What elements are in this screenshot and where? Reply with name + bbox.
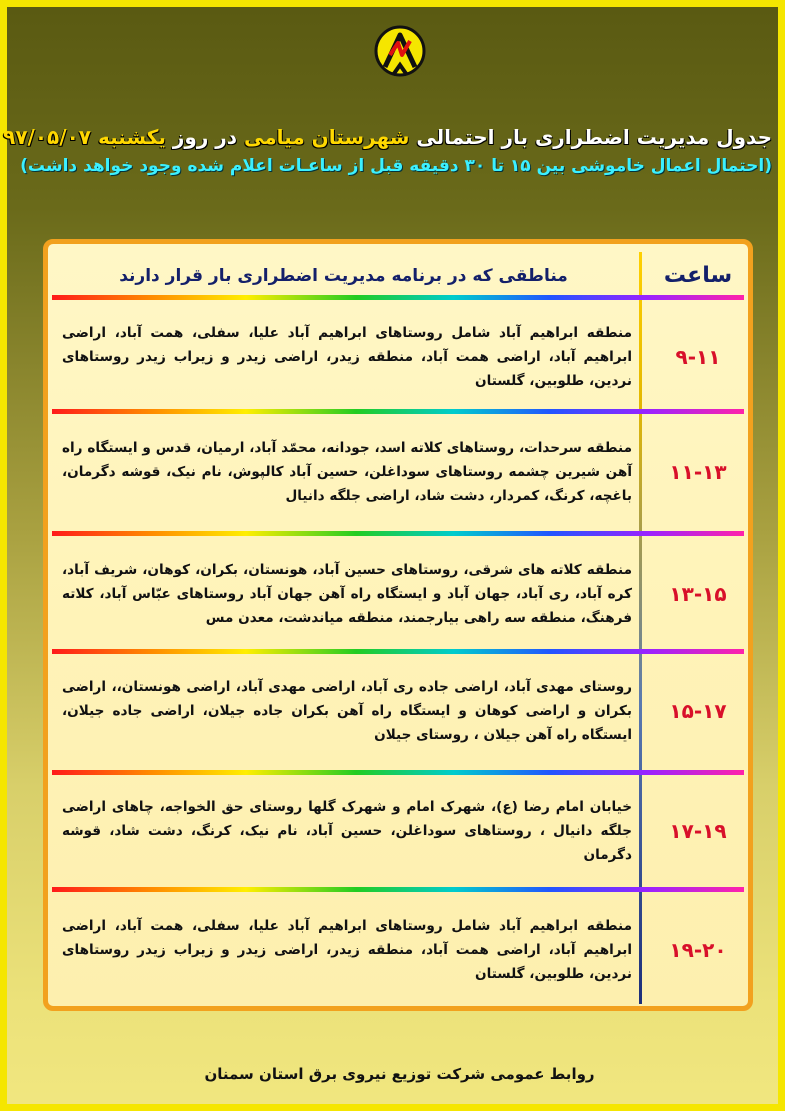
row-time: ۱۱-۱۳: [669, 460, 727, 484]
page-title: [3, 125, 772, 149]
row-areas: منطقه کلاته های شرقی، روستاهای حسین آباد، هونستان، بکران، کوهان، شریف آباد، کره آباد، ری آباد، جهان آباد و ایستگاه راه آهن جهان آباد روستاهای عبّاس آباد، کلاته فرهنگ، منطقه سه راهی بیارجمند، منطقه میاندشت، معدن مس: [62, 562, 632, 626]
row-separator: [52, 770, 744, 775]
row-separator: [52, 887, 744, 892]
row-separator: [52, 531, 744, 536]
title-city: شهرستان میامی: [244, 125, 410, 149]
header-areas: مناطقی که در برنامه مدیریت اضطراری بار قرار دارند: [119, 266, 568, 286]
footer-credit: روابط عمومی شرکت توزیع نیروی برق استان سمنان: [204, 1065, 595, 1083]
table-row: [48, 894, 748, 1006]
table-row: [48, 302, 748, 412]
title-text-part1: جدول مدیریت اضطراری بار احتمالی: [416, 125, 772, 149]
row-time: ۹-۱۱: [675, 345, 721, 369]
row-areas: خیابان امام رضا (ع)، شهرک امام و شهرک گلها روستای حق الخواجه، چاهای اراضی جلگه دانیال ، روستاهای سوداغلن، حسین آباد، نام نیک، کرنگ، دشت شاد، قوشه دگرمان: [62, 799, 632, 863]
row-separator: [52, 649, 744, 654]
row-areas: منطقه سرحدات، روستاهای کلاته اسد، جودانه، محمّد آباد، ارمیان، قدس و ایستگاه راه آهن شیرین چشمه روستاهای سوداغلن، حسین آباد کالپوش، نام نیک، قوشه دگرمان، باغچه، کرنگ، کمردار، دشت شاد، اراضی جلگه دانیال: [62, 440, 632, 504]
row-areas: منطقه ابراهیم آباد شامل روستاهای ابراهیم آباد علیا، سفلی، همت آباد، اراضی ابراهیم آباد، اراضی همت آباد، منطقه زیدر، اراضی زیدر و زیراب زیدر روستاهای نردین، طلوبین، گلستان: [62, 325, 632, 389]
table-row: [48, 776, 748, 886]
row-areas: منطقه ابراهیم آباد شامل روستاهای ابراهیم آباد علیا، سفلی، همت آباد، اراضی ابراهیم آباد، اراضی همت آباد، منطقه زیدر، اراضی زیدر و زیراب زیدر روستاهای نردین، طلوبین، گلستان: [62, 918, 632, 982]
table-row: [48, 415, 748, 529]
row-time: ۱۹-۲۰: [669, 938, 727, 962]
row-time: ۱۷-۱۹: [669, 819, 727, 843]
header-time: ساعت: [663, 263, 733, 288]
page-subtitle: (احتمال اعمال خاموشی بین ۱۵ تا ۳۰ دقیقه قبل از ساعـات اعلام شده وجود خواهد داشت): [20, 156, 772, 176]
row-areas: روستای مهدی آباد، اراضی جاده ری آباد، اراضی مهدی آباد، اراضی هونستان،، اراضی بکران و اراضی کوهان و ایستگاه راه آهن بکران جاده جیلان، اراضی جاده جیلان، ایستگاه راه آهن جیلان ، روستای جیلان: [62, 679, 632, 743]
title-text-part2: در روز: [172, 125, 238, 149]
row-separator: [52, 409, 744, 414]
title-date: یکشنبه ۹۷/۰۵/۰۷: [3, 125, 166, 149]
row-time: ۱۳-۱۵: [669, 582, 727, 606]
table-row: [48, 655, 748, 767]
row-time: ۱۵-۱۷: [669, 699, 727, 723]
power-company-logo-icon: [371, 21, 429, 87]
table-row: [48, 537, 748, 651]
schedule-table: [43, 239, 753, 1011]
row-separator: [52, 295, 744, 300]
